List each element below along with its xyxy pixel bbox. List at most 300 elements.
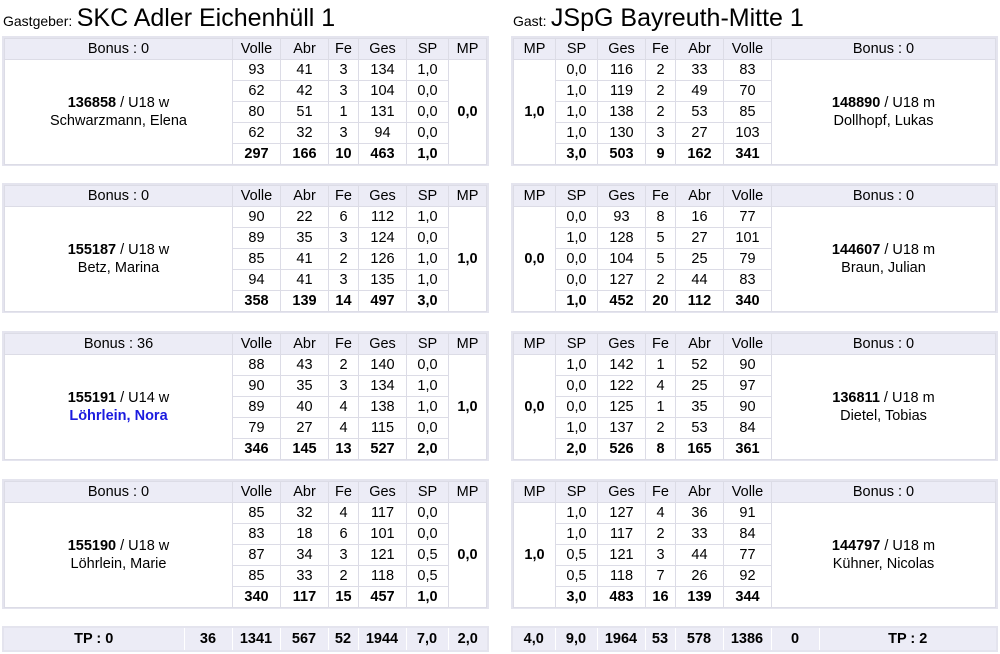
total-value: 112 bbox=[676, 291, 724, 312]
lane-value: 0,0 bbox=[556, 207, 598, 228]
lane-value: 36 bbox=[676, 503, 724, 524]
lane-value: 90 bbox=[233, 207, 281, 228]
lane-value: 0,0 bbox=[556, 270, 598, 291]
column-header: Volle bbox=[233, 39, 281, 60]
home-team-header bbox=[3, 4, 335, 33]
column-header: Fe bbox=[646, 186, 676, 207]
player-id-line bbox=[772, 537, 995, 555]
bonus-label: Bonus : 0 bbox=[772, 334, 996, 355]
lane-value: 83 bbox=[724, 270, 772, 291]
lane-value: 0,0 bbox=[556, 249, 598, 270]
lane-value: 1,0 bbox=[407, 207, 449, 228]
lane-value: 27 bbox=[676, 123, 724, 144]
lane-value: 138 bbox=[598, 102, 646, 123]
lane-value: 44 bbox=[676, 545, 724, 566]
player-name: Schwarzmann, Elena bbox=[49, 113, 187, 129]
player-class: / U18 m bbox=[880, 242, 936, 258]
total-value: 346 bbox=[233, 439, 281, 460]
column-header: Fe bbox=[329, 186, 359, 207]
lane-value: 80 bbox=[233, 102, 281, 123]
lane-value: 33 bbox=[676, 60, 724, 81]
guest-summary-ges: 1964 bbox=[597, 628, 645, 650]
home-player-panel bbox=[2, 479, 489, 609]
player-class: / U18 m bbox=[879, 390, 935, 406]
lane-value: 1,0 bbox=[556, 81, 598, 102]
lane-value: 84 bbox=[724, 418, 772, 439]
lane-value: 122 bbox=[598, 376, 646, 397]
column-header: Volle bbox=[724, 39, 772, 60]
player-class: / U18 w bbox=[116, 242, 170, 258]
lane-value: 2 bbox=[646, 270, 676, 291]
player-id-line bbox=[5, 241, 232, 259]
column-header: Abr bbox=[676, 482, 724, 503]
lane-value: 1,0 bbox=[556, 524, 598, 545]
lane-value: 25 bbox=[676, 249, 724, 270]
lane-value: 1 bbox=[329, 102, 359, 123]
lane-value: 85 bbox=[233, 503, 281, 524]
total-value: 14 bbox=[329, 291, 359, 312]
lane-value: 127 bbox=[598, 503, 646, 524]
player-info bbox=[772, 503, 996, 608]
lane-value: 2 bbox=[646, 418, 676, 439]
lane-value: 5 bbox=[646, 249, 676, 270]
lane-value: 4 bbox=[329, 397, 359, 418]
lane-value: 2 bbox=[329, 355, 359, 376]
column-header: MP bbox=[514, 334, 556, 355]
lane-value: 27 bbox=[676, 228, 724, 249]
lane-value: 94 bbox=[233, 270, 281, 291]
lane-value: 1,0 bbox=[556, 228, 598, 249]
lane-value: 83 bbox=[724, 60, 772, 81]
lane-value: 41 bbox=[281, 270, 329, 291]
bonus-label: Bonus : 0 bbox=[772, 186, 996, 207]
guest-summary-volle: 1386 bbox=[723, 628, 771, 650]
guest-summary-fe: 53 bbox=[645, 628, 675, 650]
player-mp: 1,0 bbox=[514, 60, 556, 165]
player-class: / U18 w bbox=[116, 538, 170, 554]
player-id: 144607 bbox=[831, 242, 881, 258]
guest-player-panel bbox=[511, 183, 998, 313]
lane-value: 2 bbox=[646, 102, 676, 123]
player-id-line bbox=[772, 94, 995, 112]
player-name: Löhrlein, Marie bbox=[70, 556, 167, 572]
lane-value: 32 bbox=[281, 503, 329, 524]
lane-value: 140 bbox=[359, 355, 407, 376]
lane-value: 116 bbox=[598, 60, 646, 81]
guest-summary-mp: 4,0 bbox=[523, 631, 544, 647]
total-value: 497 bbox=[359, 291, 407, 312]
total-value: 3,0 bbox=[407, 291, 449, 312]
player-id-line bbox=[5, 537, 232, 555]
lane-value: 0,0 bbox=[556, 376, 598, 397]
lane-value: 115 bbox=[359, 418, 407, 439]
lane-value: 42 bbox=[281, 81, 329, 102]
lane-value: 134 bbox=[359, 376, 407, 397]
lane-value: 1,0 bbox=[407, 397, 449, 418]
lane-value: 91 bbox=[724, 503, 772, 524]
column-header: Volle bbox=[233, 334, 281, 355]
home-summary-ges: 1944 bbox=[358, 628, 406, 650]
lane-value: 94 bbox=[359, 123, 407, 144]
total-value: 10 bbox=[329, 144, 359, 165]
lane-value: 0,0 bbox=[407, 123, 449, 144]
column-header: SP bbox=[407, 482, 449, 503]
lane-value: 2 bbox=[646, 60, 676, 81]
lane-value: 41 bbox=[281, 60, 329, 81]
column-header: SP bbox=[407, 334, 449, 355]
lane-value: 34 bbox=[281, 545, 329, 566]
total-value: 2,0 bbox=[407, 439, 449, 460]
column-header: Ges bbox=[598, 334, 646, 355]
lane-value: 70 bbox=[724, 81, 772, 102]
player-id: 155191 bbox=[67, 390, 117, 406]
lane-value: 89 bbox=[233, 397, 281, 418]
guest-team-points: TP : 2 bbox=[819, 628, 996, 650]
lane-value: 89 bbox=[233, 228, 281, 249]
total-value: 8 bbox=[646, 439, 676, 460]
player-id: 148890 bbox=[831, 95, 881, 111]
lane-value: 126 bbox=[359, 249, 407, 270]
lane-value: 84 bbox=[724, 524, 772, 545]
column-header: Fe bbox=[329, 334, 359, 355]
lane-value: 77 bbox=[724, 207, 772, 228]
lane-value: 137 bbox=[598, 418, 646, 439]
lane-value: 119 bbox=[598, 81, 646, 102]
lane-value: 1,0 bbox=[556, 503, 598, 524]
lane-value: 142 bbox=[598, 355, 646, 376]
lane-value: 1,0 bbox=[407, 376, 449, 397]
total-value: 3,0 bbox=[556, 587, 598, 608]
lane-value: 0,0 bbox=[407, 81, 449, 102]
lane-value: 1,0 bbox=[407, 270, 449, 291]
column-header: Abr bbox=[281, 186, 329, 207]
lane-value: 2 bbox=[646, 81, 676, 102]
lane-value: 49 bbox=[676, 81, 724, 102]
total-value: 2,0 bbox=[556, 439, 598, 460]
lane-value: 1,0 bbox=[556, 123, 598, 144]
total-value: 9 bbox=[646, 144, 676, 165]
player-id-line bbox=[772, 241, 995, 259]
lane-value: 62 bbox=[233, 81, 281, 102]
player-id: 144797 bbox=[831, 538, 881, 554]
column-header: MP bbox=[449, 186, 487, 207]
player-mp: 1,0 bbox=[449, 355, 487, 460]
lane-value: 0,0 bbox=[556, 60, 598, 81]
player-mp: 0,0 bbox=[449, 60, 487, 165]
guest-team-name: JSpG Bayreuth-Mitte 1 bbox=[550, 4, 804, 32]
lane-value: 2 bbox=[329, 566, 359, 587]
bonus-label: Bonus : 0 bbox=[5, 482, 233, 503]
home-player-panel bbox=[2, 331, 489, 461]
guest-summary-bar bbox=[511, 626, 998, 652]
lane-value: 131 bbox=[359, 102, 407, 123]
player-name: Betz, Marina bbox=[77, 260, 160, 276]
home-player-panel bbox=[2, 183, 489, 313]
player-id-line bbox=[772, 389, 995, 407]
lane-value: 79 bbox=[724, 249, 772, 270]
column-header: Fe bbox=[646, 39, 676, 60]
total-value: 483 bbox=[598, 587, 646, 608]
lane-value: 16 bbox=[676, 207, 724, 228]
lane-value: 52 bbox=[676, 355, 724, 376]
lane-value: 97 bbox=[724, 376, 772, 397]
lane-value: 121 bbox=[359, 545, 407, 566]
total-value: 340 bbox=[233, 587, 281, 608]
column-header: SP bbox=[556, 39, 598, 60]
lane-value: 92 bbox=[724, 566, 772, 587]
column-header: Fe bbox=[646, 334, 676, 355]
lane-value: 128 bbox=[598, 228, 646, 249]
lane-value: 104 bbox=[359, 81, 407, 102]
column-header: Volle bbox=[233, 482, 281, 503]
bonus-label: Bonus : 0 bbox=[5, 39, 233, 60]
column-header: Ges bbox=[598, 39, 646, 60]
column-header: Volle bbox=[724, 186, 772, 207]
total-value: 503 bbox=[598, 144, 646, 165]
total-value: 162 bbox=[676, 144, 724, 165]
lane-value: 32 bbox=[281, 123, 329, 144]
lane-value: 1,0 bbox=[556, 418, 598, 439]
lane-value: 35 bbox=[281, 376, 329, 397]
total-value: 15 bbox=[329, 587, 359, 608]
column-header: Abr bbox=[676, 186, 724, 207]
guest-player-panel bbox=[511, 331, 998, 461]
column-header: Fe bbox=[329, 39, 359, 60]
lane-value: 3 bbox=[329, 270, 359, 291]
lane-value: 0,5 bbox=[556, 566, 598, 587]
home-summary-abr: 567 bbox=[280, 628, 328, 650]
home-role-label: Gastgeber: bbox=[3, 13, 73, 29]
lane-value: 7 bbox=[646, 566, 676, 587]
lane-value: 33 bbox=[676, 524, 724, 545]
lane-value: 27 bbox=[281, 418, 329, 439]
guest-role-label: Gast: bbox=[513, 13, 547, 29]
lane-value: 25 bbox=[676, 376, 724, 397]
lane-value: 118 bbox=[598, 566, 646, 587]
lane-value: 40 bbox=[281, 397, 329, 418]
column-header: SP bbox=[556, 186, 598, 207]
column-header: Ges bbox=[359, 186, 407, 207]
player-id: 155190 bbox=[67, 538, 117, 554]
player-class: / U14 w bbox=[116, 390, 170, 406]
lane-value: 1,0 bbox=[407, 249, 449, 270]
column-header: MP bbox=[449, 482, 487, 503]
player-name: Dietel, Tobias bbox=[840, 408, 927, 424]
lane-value: 3 bbox=[646, 123, 676, 144]
lane-value: 103 bbox=[724, 123, 772, 144]
total-value: 20 bbox=[646, 291, 676, 312]
lane-value: 33 bbox=[281, 566, 329, 587]
lane-value: 53 bbox=[676, 102, 724, 123]
lane-value: 3 bbox=[329, 81, 359, 102]
lane-value: 93 bbox=[233, 60, 281, 81]
player-id: 136858 bbox=[67, 95, 117, 111]
lane-value: 0,0 bbox=[407, 524, 449, 545]
lane-value: 101 bbox=[724, 228, 772, 249]
lane-value: 6 bbox=[329, 207, 359, 228]
lane-value: 134 bbox=[359, 60, 407, 81]
total-value: 526 bbox=[598, 439, 646, 460]
lane-value: 4 bbox=[646, 503, 676, 524]
total-value: 139 bbox=[676, 587, 724, 608]
lane-value: 0,0 bbox=[407, 355, 449, 376]
lane-value: 3 bbox=[329, 228, 359, 249]
lane-value: 85 bbox=[233, 566, 281, 587]
lane-value: 90 bbox=[724, 397, 772, 418]
total-value: 341 bbox=[724, 144, 772, 165]
lane-value: 5 bbox=[646, 228, 676, 249]
column-header: Abr bbox=[281, 334, 329, 355]
player-info bbox=[5, 355, 233, 460]
player-name: Dollhopf, Lukas bbox=[833, 113, 934, 129]
lane-value: 104 bbox=[598, 249, 646, 270]
player-name: Kühner, Nicolas bbox=[832, 556, 935, 572]
player-id: 136811 bbox=[832, 390, 880, 406]
total-value: 457 bbox=[359, 587, 407, 608]
column-header: SP bbox=[556, 334, 598, 355]
lane-value: 138 bbox=[359, 397, 407, 418]
column-header: Abr bbox=[676, 39, 724, 60]
lane-value: 1,0 bbox=[556, 102, 598, 123]
player-info bbox=[5, 503, 233, 608]
guest-team-header bbox=[513, 4, 804, 33]
lane-value: 4 bbox=[646, 376, 676, 397]
lane-value: 83 bbox=[233, 524, 281, 545]
column-header: MP bbox=[449, 39, 487, 60]
guest-summary-bonus: 0 bbox=[771, 628, 819, 650]
home-team-points: TP : 0 bbox=[74, 631, 114, 647]
column-header: SP bbox=[556, 482, 598, 503]
total-value: 139 bbox=[281, 291, 329, 312]
lane-value: 1,0 bbox=[556, 355, 598, 376]
total-value: 145 bbox=[281, 439, 329, 460]
lane-value: 0,0 bbox=[407, 503, 449, 524]
lane-value: 130 bbox=[598, 123, 646, 144]
lane-value: 125 bbox=[598, 397, 646, 418]
guest-summary-sp: 9,0 bbox=[555, 628, 597, 650]
player-id-line bbox=[5, 389, 232, 407]
lane-value: 0,5 bbox=[407, 545, 449, 566]
lane-value: 0,0 bbox=[407, 228, 449, 249]
column-header: Abr bbox=[676, 334, 724, 355]
total-value: 166 bbox=[281, 144, 329, 165]
player-mp: 1,0 bbox=[514, 503, 556, 608]
lane-value: 101 bbox=[359, 524, 407, 545]
total-value: 297 bbox=[233, 144, 281, 165]
player-info bbox=[5, 60, 233, 165]
lane-value: 85 bbox=[233, 249, 281, 270]
player-class: / U18 w bbox=[116, 95, 170, 111]
total-value: 361 bbox=[724, 439, 772, 460]
column-header: Volle bbox=[724, 334, 772, 355]
column-header: Ges bbox=[359, 482, 407, 503]
lane-value: 51 bbox=[281, 102, 329, 123]
lane-value: 121 bbox=[598, 545, 646, 566]
lane-value: 1 bbox=[646, 355, 676, 376]
lane-value: 8 bbox=[646, 207, 676, 228]
column-header: Ges bbox=[598, 186, 646, 207]
lane-value: 53 bbox=[676, 418, 724, 439]
column-header: Fe bbox=[329, 482, 359, 503]
home-player-panel bbox=[2, 36, 489, 166]
guest-summary-abr: 578 bbox=[675, 628, 723, 650]
total-value: 165 bbox=[676, 439, 724, 460]
lane-value: 0,0 bbox=[407, 102, 449, 123]
lane-value: 93 bbox=[598, 207, 646, 228]
lane-value: 124 bbox=[359, 228, 407, 249]
lane-value: 117 bbox=[359, 503, 407, 524]
lane-value: 87 bbox=[233, 545, 281, 566]
total-value: 1,0 bbox=[407, 144, 449, 165]
lane-value: 88 bbox=[233, 355, 281, 376]
column-header: Abr bbox=[281, 39, 329, 60]
player-name: Löhrlein, Nora bbox=[69, 408, 168, 424]
total-value: 463 bbox=[359, 144, 407, 165]
player-mp: 0,0 bbox=[449, 503, 487, 608]
lane-value: 35 bbox=[676, 397, 724, 418]
player-mp: 1,0 bbox=[449, 207, 487, 312]
player-name: Braun, Julian bbox=[841, 260, 926, 276]
lane-value: 85 bbox=[724, 102, 772, 123]
column-header: Volle bbox=[233, 186, 281, 207]
column-header: MP bbox=[514, 482, 556, 503]
column-header: MP bbox=[449, 334, 487, 355]
home-summary-mp: 2,0 bbox=[448, 628, 487, 650]
lane-value: 0,0 bbox=[407, 418, 449, 439]
column-header: SP bbox=[407, 186, 449, 207]
lane-value: 62 bbox=[233, 123, 281, 144]
lane-value: 3 bbox=[329, 123, 359, 144]
lane-value: 22 bbox=[281, 207, 329, 228]
player-id: 155187 bbox=[67, 242, 117, 258]
lane-value: 118 bbox=[359, 566, 407, 587]
lane-value: 3 bbox=[329, 545, 359, 566]
player-info bbox=[772, 207, 996, 312]
lane-value: 4 bbox=[329, 503, 359, 524]
lane-value: 18 bbox=[281, 524, 329, 545]
guest-player-panel bbox=[511, 36, 998, 166]
lane-value: 79 bbox=[233, 418, 281, 439]
guest-player-panel bbox=[511, 479, 998, 609]
lane-value: 41 bbox=[281, 249, 329, 270]
lane-value: 43 bbox=[281, 355, 329, 376]
player-info bbox=[5, 207, 233, 312]
column-header: Volle bbox=[724, 482, 772, 503]
lane-value: 77 bbox=[724, 545, 772, 566]
lane-value: 1,0 bbox=[407, 60, 449, 81]
player-class: / U18 m bbox=[880, 538, 936, 554]
player-info bbox=[772, 60, 996, 165]
player-mp: 0,0 bbox=[514, 207, 556, 312]
column-header: MP bbox=[514, 186, 556, 207]
total-value: 1,0 bbox=[407, 587, 449, 608]
bonus-label: Bonus : 0 bbox=[5, 186, 233, 207]
home-summary-fe: 52 bbox=[328, 628, 358, 650]
column-header: Ges bbox=[598, 482, 646, 503]
total-value: 13 bbox=[329, 439, 359, 460]
lane-value: 1 bbox=[646, 397, 676, 418]
column-header: SP bbox=[407, 39, 449, 60]
column-header: Fe bbox=[646, 482, 676, 503]
total-value: 344 bbox=[724, 587, 772, 608]
lane-value: 0,5 bbox=[556, 545, 598, 566]
bonus-label: Bonus : 0 bbox=[772, 482, 996, 503]
lane-value: 6 bbox=[329, 524, 359, 545]
lane-value: 3 bbox=[329, 376, 359, 397]
home-summary-bar bbox=[2, 626, 489, 652]
home-team-name: SKC Adler Eichenhüll 1 bbox=[76, 4, 336, 32]
lane-value: 112 bbox=[359, 207, 407, 228]
